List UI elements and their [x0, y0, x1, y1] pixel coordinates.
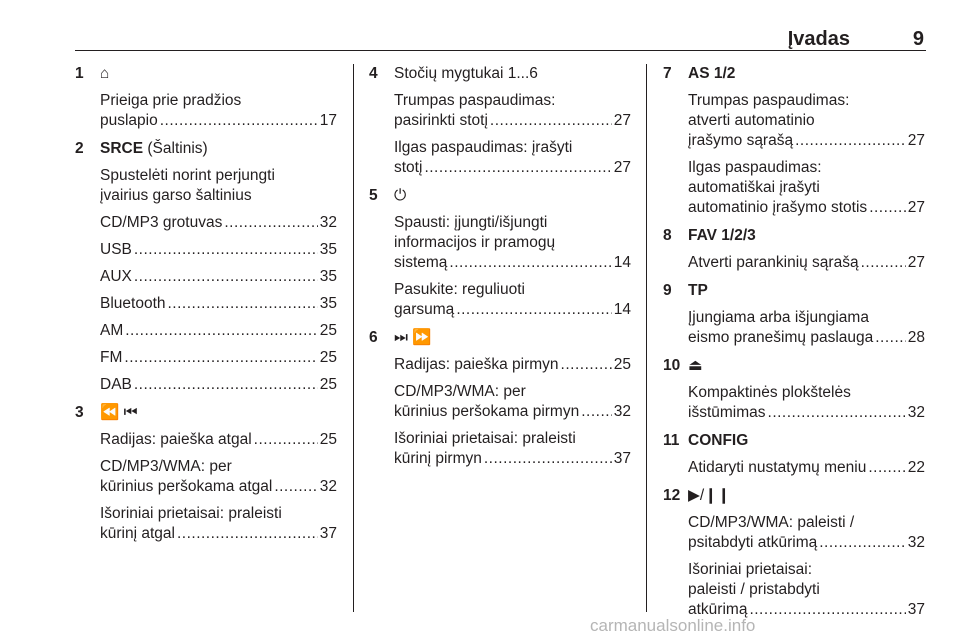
entry-text: kūrinius peršokama atgal — [100, 478, 273, 495]
text-line: įvairius garso šaltinius — [100, 187, 252, 204]
page-ref: 22 — [907, 459, 925, 476]
toc-entry — [394, 158, 631, 178]
entry-text: atkūrimą — [688, 601, 748, 618]
item-number: 3 — [75, 404, 84, 421]
leader-dots — [274, 477, 317, 497]
item-number: 1 — [75, 65, 84, 82]
text-line: Kompaktinės plokštelės — [688, 384, 851, 401]
control-label: AS 1/2 — [688, 65, 736, 82]
toc-entry — [688, 458, 925, 478]
control-icon: ⌂ — [100, 65, 110, 82]
control-label: CONFIG — [688, 432, 749, 449]
leader-dots — [819, 533, 906, 553]
item-number: 5 — [369, 187, 378, 204]
entry-text: puslapio — [100, 112, 158, 129]
text-block — [100, 240, 337, 260]
item-number: 4 — [369, 65, 378, 82]
column-divider — [646, 64, 647, 612]
text-block — [100, 375, 337, 395]
leader-dots — [581, 402, 612, 422]
page-header — [0, 28, 960, 52]
entry-text: automatinio įrašymo stotis — [688, 199, 868, 216]
entry-text: Bluetooth — [100, 295, 166, 312]
text-line: paleisti / pristabdyti — [688, 581, 820, 598]
entry-text: USB — [100, 241, 132, 258]
leader-dots — [490, 111, 612, 131]
leader-dots — [749, 600, 905, 620]
entry-text: eismo pranešimų paslauga — [688, 329, 874, 346]
item-heading — [100, 139, 337, 159]
page-ref: 25 — [613, 356, 631, 373]
toc-entry — [688, 328, 925, 348]
text-block — [100, 457, 337, 497]
text-block — [394, 91, 631, 131]
text-block — [100, 91, 337, 131]
text-line: informacijos ir pramogų — [394, 234, 556, 251]
text-block — [688, 158, 925, 218]
list-item — [75, 64, 337, 131]
text-block — [688, 560, 925, 620]
item-heading — [100, 64, 337, 84]
leader-dots — [768, 403, 906, 423]
leader-dots — [177, 524, 318, 544]
control-icon: ⏭ ⏩ — [394, 329, 432, 346]
entry-text: Atverti parankinių sąrašą — [688, 254, 859, 271]
toc-entry — [100, 111, 337, 131]
entry-text: Radijas: paieška pirmyn — [394, 356, 559, 373]
control-description: (Šaltinis) — [147, 140, 208, 157]
toc-entry — [688, 253, 925, 273]
text-line: Trumpas paspaudimas: — [688, 92, 850, 109]
entry-text: stotį — [394, 159, 423, 176]
leader-dots — [875, 328, 906, 348]
leader-dots — [561, 355, 612, 375]
text-block — [394, 213, 631, 273]
item-number: 6 — [369, 329, 378, 346]
item-number: 9 — [663, 282, 672, 299]
page-ref: 25 — [319, 431, 337, 448]
text-line: Ilgas paspaudimas: — [688, 159, 822, 176]
toc-entry — [100, 294, 337, 314]
control-description: Stočių mygtukai 1...6 — [394, 65, 538, 82]
toc-entry — [100, 524, 337, 544]
watermark: carmanualsonline.info — [590, 616, 756, 635]
text-block — [394, 382, 631, 422]
leader-dots — [449, 253, 611, 273]
page-ref: 27 — [907, 254, 925, 271]
text-line: Prieiga prie pradžios — [100, 92, 242, 109]
list-item — [663, 64, 925, 218]
text-line: CD/MP3/WMA: paleisti / — [688, 514, 855, 531]
item-number: 12 — [663, 487, 681, 504]
item-heading — [688, 356, 925, 376]
toc-entry — [688, 198, 925, 218]
entry-text: sistemą — [394, 254, 448, 271]
page-ref: 25 — [319, 376, 337, 393]
toc-entry — [100, 348, 337, 368]
text-line: CD/MP3/WMA: per — [394, 383, 526, 400]
text-line: Įjungiama arba išjungiama — [688, 309, 869, 326]
header-rule — [75, 50, 926, 51]
leader-dots — [861, 253, 906, 273]
item-heading — [394, 186, 631, 206]
leader-dots — [254, 430, 318, 450]
entry-text: pasirinkti stotį — [394, 112, 488, 129]
list-item — [663, 281, 925, 348]
toc-entry — [100, 321, 337, 341]
toc-entry — [100, 430, 337, 450]
leader-dots — [134, 240, 318, 260]
text-block — [688, 308, 925, 348]
text-block — [688, 383, 925, 423]
page-ref: 27 — [907, 199, 925, 216]
list-item — [663, 226, 925, 273]
text-block — [688, 458, 925, 478]
leader-dots — [134, 267, 318, 287]
entry-text: garsumą — [394, 301, 455, 318]
list-item — [369, 64, 631, 178]
page-ref: 35 — [319, 241, 337, 258]
item-number: 8 — [663, 227, 672, 244]
toc-entry — [100, 213, 337, 233]
item-heading — [688, 226, 925, 246]
text-line: Ilgas paspaudimas: įrašyti — [394, 139, 573, 156]
entry-text: kūrinį atgal — [100, 525, 175, 542]
toc-entry — [394, 111, 631, 131]
entry-text: FM — [100, 349, 123, 366]
entry-text: išstūmimas — [688, 404, 766, 421]
page-ref: 27 — [613, 159, 631, 176]
text-block — [688, 91, 925, 151]
section-title: Įvadas — [787, 28, 850, 50]
page-ref: 32 — [613, 403, 631, 420]
text-block — [100, 267, 337, 287]
leader-dots — [456, 300, 611, 320]
entry-text: psitabdyti atkūrimą — [688, 534, 818, 551]
page-ref: 27 — [907, 132, 925, 149]
list-item — [369, 186, 631, 320]
text-block — [100, 504, 337, 544]
page-ref: 25 — [319, 349, 337, 366]
control-icon: ⏻ — [394, 187, 407, 204]
column-3 — [663, 64, 925, 620]
item-heading — [688, 486, 925, 506]
entry-text: kūrinį pirmyn — [394, 450, 482, 467]
text-line: Išoriniai prietaisai: praleisti — [100, 505, 282, 522]
text-line: Spustelėti norint perjungti — [100, 167, 275, 184]
list-item — [369, 328, 631, 469]
entry-text: Radijas: paieška atgal — [100, 431, 252, 448]
control-label: TP — [688, 282, 708, 299]
entry-text: įrašymo sąrašą — [688, 132, 794, 149]
text-line: atverti automatinio — [688, 112, 815, 129]
entry-text: AUX — [100, 268, 132, 285]
text-line: automatiškai įrašyti — [688, 179, 820, 196]
text-line: CD/MP3/WMA: per — [100, 458, 232, 475]
page-ref: 32 — [319, 478, 337, 495]
page-ref: 32 — [319, 214, 337, 231]
page-ref: 35 — [319, 295, 337, 312]
item-heading — [100, 403, 337, 423]
item-heading — [688, 281, 925, 301]
text-line: Išoriniai prietaisai: praleisti — [394, 430, 576, 447]
page-ref: 14 — [613, 254, 631, 271]
text-block — [394, 355, 631, 375]
page-ref: 37 — [907, 601, 925, 618]
item-number: 7 — [663, 65, 672, 82]
control-icon: ▶/❙❙ — [688, 487, 731, 504]
item-heading — [688, 431, 925, 451]
text-block — [688, 513, 925, 553]
column-1 — [75, 64, 337, 544]
toc-entry — [100, 267, 337, 287]
leader-dots — [124, 348, 317, 368]
entry-text: Atidaryti nustatymų meniu — [688, 459, 867, 476]
leader-dots — [868, 458, 905, 478]
list-item — [75, 139, 337, 395]
control-label: FAV 1/2/3 — [688, 227, 756, 244]
control-icon: ⏪ ⏮ — [100, 404, 138, 421]
page-ref: 37 — [613, 450, 631, 467]
toc-entry — [394, 300, 631, 320]
page-ref: 25 — [319, 322, 337, 339]
control-label: SRCE — [100, 140, 144, 157]
page-number: 9 — [912, 28, 924, 50]
leader-dots — [424, 158, 611, 178]
item-heading — [394, 328, 631, 348]
leader-dots — [125, 321, 318, 341]
leader-dots — [869, 198, 906, 218]
text-block — [100, 348, 337, 368]
column-divider — [353, 64, 354, 612]
entry-text: CD/MP3 grotuvas — [100, 214, 223, 231]
text-block — [100, 430, 337, 450]
page-ref: 35 — [319, 268, 337, 285]
page-ref: 32 — [907, 404, 925, 421]
leader-dots — [134, 375, 318, 395]
toc-entry — [688, 131, 925, 151]
toc-entry — [100, 375, 337, 395]
item-number: 11 — [663, 432, 680, 449]
page-ref: 14 — [613, 301, 631, 318]
toc-entry — [394, 402, 631, 422]
text-line: Spausti: įjungti/išjungti — [394, 214, 548, 231]
page-ref: 28 — [907, 329, 925, 346]
text-line: Pasukite: reguliuoti — [394, 281, 525, 298]
toc-entry — [394, 355, 631, 375]
leader-dots — [160, 111, 318, 131]
page-ref: 32 — [907, 534, 925, 551]
toc-entry — [688, 533, 925, 553]
entry-text: AM — [100, 322, 124, 339]
entry-text: kūrinius peršokama pirmyn — [394, 403, 580, 420]
column-2 — [369, 64, 631, 469]
text-line: Trumpas paspaudimas: — [394, 92, 556, 109]
page-ref: 27 — [613, 112, 631, 129]
entry-text: DAB — [100, 376, 132, 393]
toc-entry — [100, 477, 337, 497]
toc-entry — [394, 253, 631, 273]
page-ref: 17 — [319, 112, 337, 129]
list-item — [663, 431, 925, 478]
leader-dots — [484, 449, 612, 469]
text-block — [100, 321, 337, 341]
list-item — [663, 486, 925, 620]
toc-entry — [100, 240, 337, 260]
text-block — [100, 166, 337, 206]
item-number: 2 — [75, 140, 84, 157]
toc-entry — [688, 403, 925, 423]
text-line: Išoriniai prietaisai: — [688, 561, 813, 578]
text-block — [100, 294, 337, 314]
leader-dots — [224, 213, 317, 233]
list-item — [663, 356, 925, 423]
list-item — [75, 403, 337, 544]
toc-entry — [394, 449, 631, 469]
item-heading — [394, 64, 631, 84]
item-number: 10 — [663, 357, 681, 374]
text-block — [100, 213, 337, 233]
leader-dots — [795, 131, 906, 151]
text-block — [688, 253, 925, 273]
leader-dots — [168, 294, 318, 314]
control-icon: ⏏ — [688, 357, 703, 374]
text-block — [394, 429, 631, 469]
page-ref: 37 — [319, 525, 337, 542]
item-heading — [688, 64, 925, 84]
text-block — [394, 138, 631, 178]
text-block — [394, 280, 631, 320]
